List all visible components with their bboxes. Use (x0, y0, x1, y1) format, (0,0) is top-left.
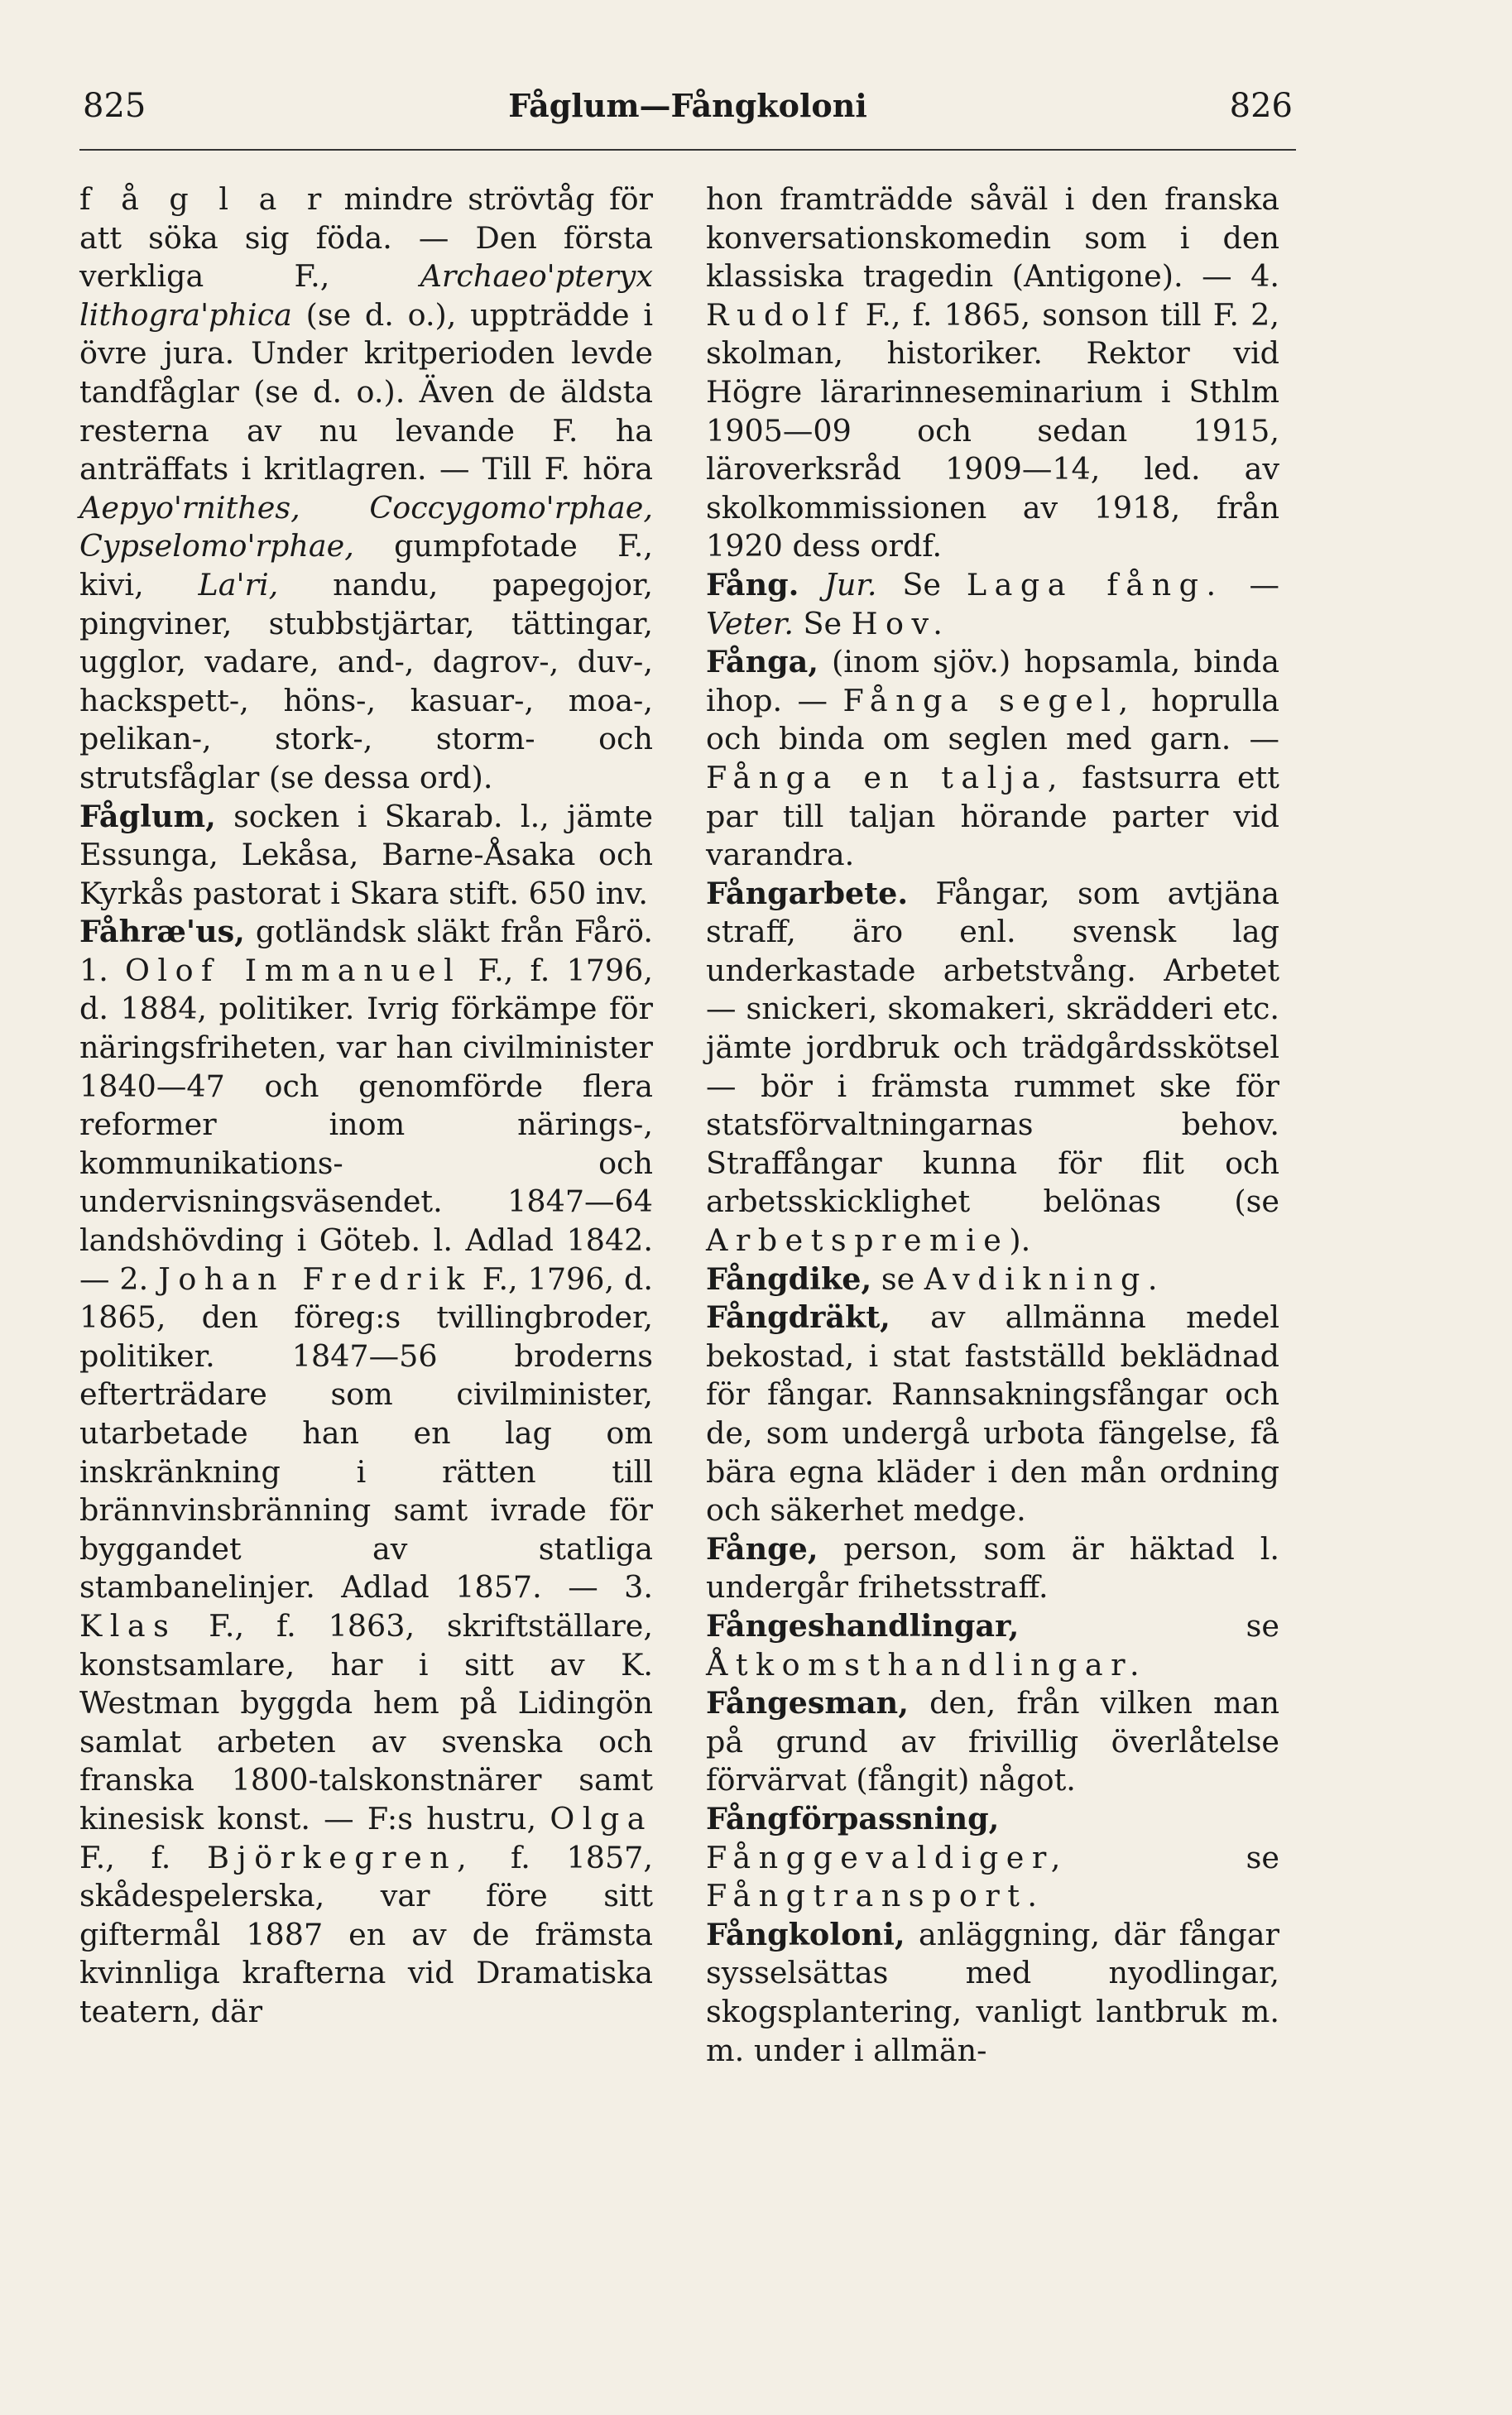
entry-text: (se d. o.), uppträdde i övre jura. Under kritperioden levde tandfåglar (se d. o.). Även de äldsta resterna av nu levande F. ha anträffats i kritlagren. — Till F. höra (79, 296, 653, 487)
entry-headword: Fångarbete. (706, 875, 909, 911)
entry-paragraph (706, 1260, 1279, 1299)
entry-text: — (1223, 566, 1279, 603)
entry-paragraph (706, 1607, 1279, 1684)
spaced-name: Johan Fredrik (158, 1260, 473, 1297)
spaced-name: Avdikning. (924, 1260, 1165, 1297)
entry-headword: Fångesman, (706, 1685, 909, 1721)
entry-text: nandu, papegojor, pingviner, stubbstjärtar, tättingar, ugglor, vadare, and-, dagrov-, duv-, hackspett-, höns-, kasuar-, moa-, pelikan-, stork-, storm- och strutsfåglar (se dessa ord). (79, 566, 653, 795)
italic-term: Aepyo'rnithes, Coccygomo'rphae, Cypselomo'rphae, (79, 489, 653, 564)
entry-headword: Fåglum, (79, 798, 216, 834)
entry-text: F., f. 1796, d. 1884, politiker. Ivrig förkämpe för näringsfriheten, var han civilminister 1840—47 och genomförde flera reformer inom närings-, kommunikations- och undervisningsväsendet. 1847—64 landshövding i Göteb. l. Adlad 1842. — 2. (79, 952, 653, 1297)
spaced-name: Rudolf (706, 296, 854, 333)
entry-text: F., f. 1865, sonson till F. 2, skolman, historiker. Rektor vid Högre lärarinneseminarium i Sthlm 1905—09 och sedan 1915, läroverksråd 1909—14, led. av skolkommissionen av 1918, från 1920 dess ordf. (706, 296, 1279, 564)
entry-paragraph (706, 180, 1279, 566)
entry-text: se (1068, 1839, 1279, 1875)
spaced-name: Åtkomsthandlingar. (706, 1646, 1148, 1683)
entry-paragraph (706, 1800, 1279, 1916)
entry-text: gotländsk släkt från Fårö. 1. (79, 914, 653, 988)
entry-text: Fångar, som avtjäna straff, äro enl. svensk lag underkastade arbetstvång. Arbetet — snickeri, skomakeri, skrädderi etc. jämte jordbruk och trädgårdsskötsel — bör i främsta rummet ske för statsförvaltningarnas behov. Straffångar kunna för flit och arbetsskicklighet belönas (se (706, 875, 1279, 1220)
spaced-name: f å g l a r (79, 181, 329, 217)
entry-text: se (871, 1260, 924, 1297)
entry-paragraph (706, 1299, 1279, 1530)
left-page-number: 825 (83, 87, 146, 125)
italic-term: Jur. (824, 566, 877, 603)
right-page-number: 826 (1229, 87, 1293, 125)
page-title: Fåglum—Fångkoloni (508, 87, 867, 124)
entry-text: se (1019, 1607, 1279, 1644)
spaced-name: Fånga segel, (842, 682, 1136, 718)
entry-headword: Fångförpassning, (706, 1800, 1000, 1836)
entry-headword: Fånga, (706, 644, 818, 680)
spaced-name: Olga (550, 1800, 653, 1836)
entry-text: gumpfotade F., kivi, (79, 528, 653, 603)
right-column (706, 180, 1279, 2070)
entry-headword: Fångdräkt, (706, 1299, 890, 1336)
entry-text: person, som är häktad l. undergår frihetsstraff. (706, 1530, 1279, 1606)
spaced-name: Hov. (851, 605, 951, 641)
entry-paragraph (706, 643, 1279, 875)
entry-headword: Fångdike, (706, 1260, 872, 1297)
entry-text: hoprulla och binda om seglen med garn. — (706, 682, 1279, 757)
spaced-name: Fångtransport. (706, 1878, 1045, 1914)
entry-headword: Fång. (706, 566, 799, 603)
entry-text: hon framträdde såväl i den franska konversationskomedin som i den klassiska tragedin (Antigone). — 4. (706, 181, 1279, 295)
spaced-name: Arbetspremie (706, 1222, 1010, 1259)
entry-text: av allmänna medel bekostad, i stat fastställd beklädnad för fångar. Rannsakningsfångar och de, som undergå urbota fängelse, få bära egna kläder i den mån ordning och säkerhet medge. (706, 1299, 1279, 1529)
entry-text: fastsurra ett par till taljan hörande parter vid varandra. (706, 759, 1279, 873)
entry-text: F., f. (79, 1839, 208, 1875)
left-column (79, 180, 653, 2032)
italic-term: La'ri, (198, 566, 279, 603)
header-rule (79, 149, 1296, 151)
entry-text: ). (1009, 1222, 1031, 1259)
entry-text: Se (793, 605, 852, 641)
italic-term: Veter. (706, 605, 794, 641)
entry-text: anläggning, där fångar sysselsättas med nyodlingar, skogsplantering, vanligt lantbruk m. m. under i allmän- (706, 1916, 1279, 2068)
entry-paragraph (706, 1530, 1279, 1607)
entry-text: socken i Skarab. l., jämte Essunga, Lekåsa, Barne-Åsaka och Kyrkås pastorat i Skara stift. 650 inv. (79, 798, 653, 911)
entry-text: Se (876, 566, 967, 603)
entry-paragraph (79, 913, 653, 2031)
spaced-name: Fånga en talja, (706, 759, 1065, 795)
entry-paragraph (706, 1916, 1279, 2070)
spaced-name: Laga fång. (966, 566, 1224, 603)
entry-text: mindre strövtåg för att söka sig föda. — Den första verkliga F., (79, 181, 653, 295)
entry-text: F., f. 1863, skriftställare, konstsamlare, har i sitt av K. Westman byggda hem på Lidingön samlat arbeten av svenska och franska 1800-talskonstnärer samt kinesisk konst. — F:s hustru, (79, 1607, 653, 1836)
entry-paragraph (706, 1684, 1279, 1800)
page-header (79, 87, 1296, 145)
entry-paragraph (706, 875, 1279, 1260)
entry-text: f. 1857, skådespelerska, var före sitt giftermål 1887 en av de främsta kvinnliga krafterna vid Dramatiska teatern, där (79, 1839, 653, 2029)
spaced-name: Björkegren, (207, 1839, 475, 1875)
entry-headword: Fångkoloni, (706, 1916, 905, 1952)
entry-headword: Fåhræ'us, (79, 914, 245, 950)
entry-paragraph (79, 180, 653, 798)
entry-text: F., 1796, d. 1865, den föreg:s tvillingbroder, politiker. 1847—56 broderns efterträdare som civilminister, utarbetade han en lag om inskränkning i rätten till brännvinsbränning samt ivrade för byggandet av statliga stambanelinjer. Adlad 1857. — 3. (79, 1260, 653, 1606)
entry-paragraph (706, 566, 1279, 643)
spaced-name: Fånggevaldiger, (706, 1839, 1068, 1875)
spaced-name: Olof Immanuel (125, 952, 462, 988)
spaced-name: Klas (79, 1607, 177, 1644)
entry-headword: Fångeshandlingar, (706, 1607, 1020, 1644)
italic-term: Archaeo'pteryx lithogra'phica (79, 258, 653, 333)
entry-text (799, 567, 824, 603)
entry-text: den, från vilken man på grund av frivillig överlåtelse förvärvat (fångit) något. (706, 1685, 1279, 1798)
entry-text: (inom sjöv.) hopsamla, binda ihop. — (706, 644, 1279, 718)
entry-headword: Fånge, (706, 1530, 818, 1567)
entry-paragraph (79, 798, 653, 914)
